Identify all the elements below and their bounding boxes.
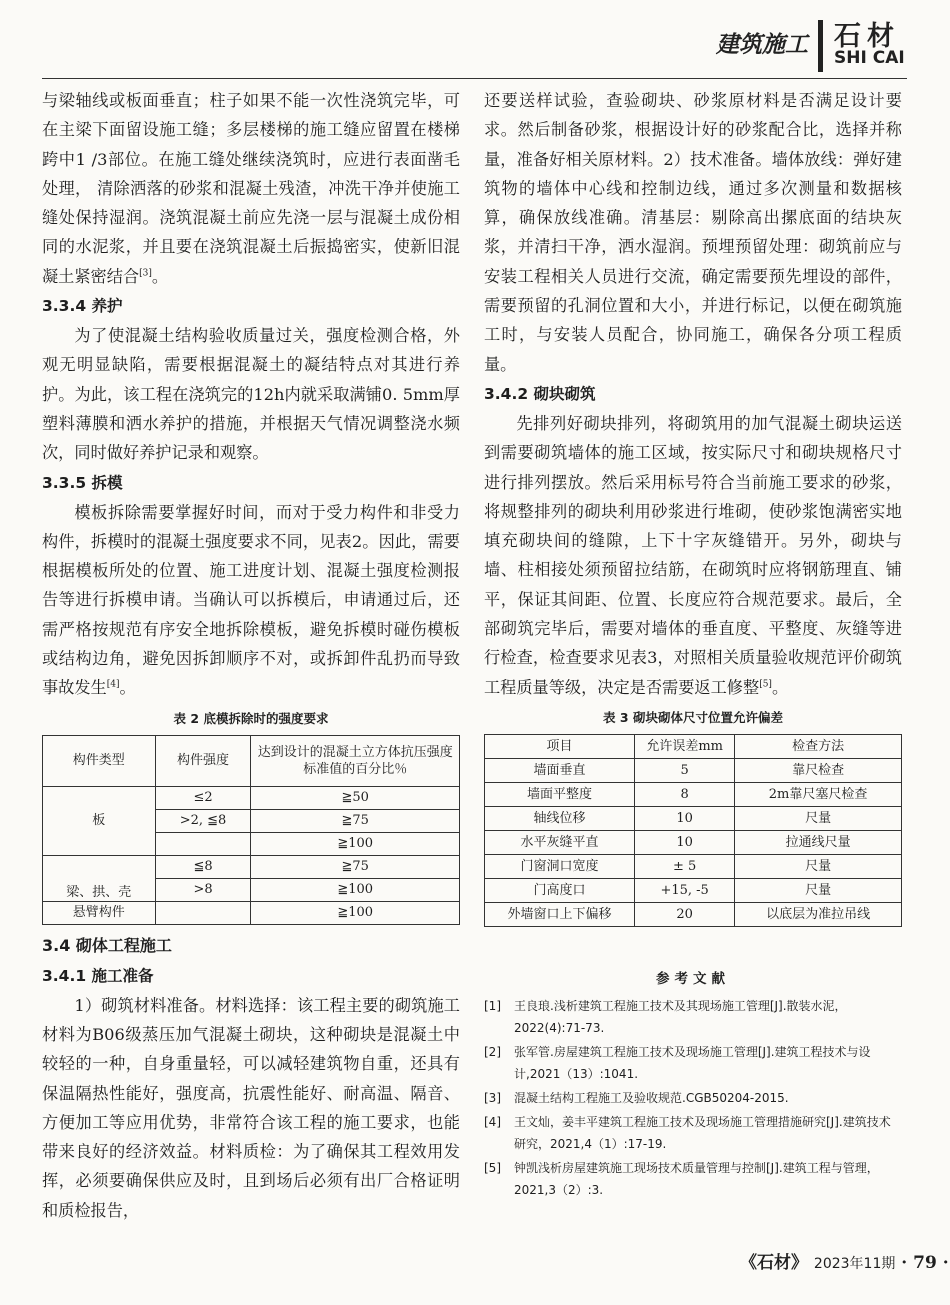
table-cell: 10 xyxy=(635,830,735,854)
table-cell: 墙面平整度 xyxy=(485,782,635,806)
table-cell: 2m靠尺塞尺检查 xyxy=(735,782,902,806)
header-divider xyxy=(818,20,823,72)
table-header: 达到设计的混凝土立方体抗压强度标准值的百分比％ xyxy=(251,735,460,786)
journal-logo-en: SHI CAI xyxy=(834,48,905,68)
page-number: · 79 · xyxy=(901,1253,949,1273)
table-cell: 以底层为准拉吊线 xyxy=(735,902,902,926)
table-cell: 尺量 xyxy=(735,878,902,902)
reference-item: [5] 钟凯浅析房屋建筑施工现场技术质量管理与控制[J].建筑工程与管理，2021,3（2）:3. xyxy=(484,1160,879,1197)
table-cell: >2, ≦8 xyxy=(155,809,251,832)
table-cell: 水平灰缝平直 xyxy=(485,830,635,854)
table-3 xyxy=(484,734,902,927)
table-2 xyxy=(42,735,460,925)
paragraph: 模板拆除需要掌握好时间，而对于受力构件和非受力构件，拆模时的混凝土强度要求不同，见表2。因此，需要根据模板所处的位置、施工进度计划、混凝土强度检测报告等进行拆模申请。当确认可以拆模后，申请通过后，还需严格按规范有序安全地拆除模板，避免拆模时碰伤模板或结构边角，避免因拆卸顺序不对，或拆卸件乱扔而导致事故发生[4]。 xyxy=(42,502,460,698)
table-header: 项目 xyxy=(485,734,635,758)
table-row xyxy=(485,806,902,830)
table-cell xyxy=(155,832,251,855)
table-cell: 8 xyxy=(635,782,735,806)
table-row xyxy=(485,878,902,902)
table-cell: 门窗洞口宽度 xyxy=(485,854,635,878)
table-cell: ≧100 xyxy=(251,901,460,924)
table-header: 检查方法 xyxy=(735,734,902,758)
table-header: 允许误差mm xyxy=(635,734,735,758)
table-header: 构件强度 xyxy=(155,735,251,786)
table-row xyxy=(43,855,460,878)
table-cell: ≧50 xyxy=(251,786,460,809)
left-column xyxy=(42,86,460,1225)
table-cell: >8 xyxy=(155,878,251,901)
header-rule xyxy=(42,78,907,79)
table-cell: 梁、拱、壳 xyxy=(43,855,156,901)
table-cell: 20 xyxy=(635,902,735,926)
section-heading-3-4-1: 3.4.1 施工准备 xyxy=(42,966,154,985)
paragraph: 与梁轴线或板面垂直；柱子如果不能一次性浇筑完毕，可在主梁下面留设施工缝；多层楼梯的施工缝应留置在楼梯跨中1 /3部位。在施工缝处继续浇筑时，应进行表面凿毛处理， 清除洒落的砂浆和混凝土残渣，冲洗干净并使施工缝处保持湿润。浇筑混凝土前应先浇一层与混凝土成份相同的水泥浆，并且要在浇筑混凝土后振捣密实，使新旧混凝土紧密结合[3]。 xyxy=(42,91,460,286)
table-row xyxy=(43,786,460,809)
table-3-caption: 表 3 砌块砌体尺寸位置允许偏差 xyxy=(603,709,783,725)
table-cell: 5 xyxy=(635,758,735,782)
reference-item: [1] 王良琅.浅析建筑工程施工技术及其现场施工管理[J].散装水泥，2022(4):71-73. xyxy=(484,998,847,1035)
section-title: 建筑施工 xyxy=(716,32,808,58)
table-cell: 悬臂构件 xyxy=(43,901,156,924)
table-row xyxy=(485,830,902,854)
table-cell: 拉通线尺量 xyxy=(735,830,902,854)
table-row xyxy=(485,782,902,806)
citation: [4] xyxy=(106,679,120,690)
section-heading-3-4-2: 3.4.2 砌块砌筑 xyxy=(484,384,596,403)
table-cell: 外墙窗口上下偏移 xyxy=(485,902,635,926)
table-cell xyxy=(155,901,251,924)
table-2-caption: 表 2 底模拆除时的强度要求 xyxy=(173,710,329,726)
paragraph: 1）砌筑材料准备。材料选择：该工程主要的砌筑施工材料为B06级蒸压加气混凝土砌块，这种砌块是混凝土中较轻的一种，自身重量轻，可以减轻建筑物自重，还具有保温隔热性能好，强度高，抗震性能好、耐高温、隔音、方便加工等应用优势，非常符合该工程的施工要求，也能带来良好的经济效益。材料质检：为了确保其工程效用发挥，必须要确保供应及时，且到场后必须有出厂合格证明和质检报告， xyxy=(42,995,460,1220)
paragraph: 还要送样试验，查验砌块、砂浆原材料是否满足设计要求。然后制备砂浆，根据设计好的砂浆配合比，选择并称量，准备好相关原材料。2）技术准备。墙体放线：弹好建筑物的墙体中心线和控制边线，通过多次测量和数据核算，确保放线准确。清基层：剔除高出摞底面的结块灰浆，并清扫干净，洒水湿润。预埋预留处理：砌筑前应与安装工程相关人员进行交流，确定需要预先埋设的部件，需要预留的孔洞位置和大小，并进行标记，以便在砌筑施工时，与安装人员配合，协同施工，确保各分项工程质量。 xyxy=(484,91,902,374)
table-cell: ≤2 xyxy=(155,786,251,809)
paragraph: 为了使混凝土结构验收质量过关，强度检测合格，外观无明显缺陷，需要根据混凝土的凝结特点对其进行养护。为此，该工程在浇筑完的12h内就采取满铺0. 5mm厚塑料薄膜和洒水养护的措施，并根据天气情况调整浇水频次，同时做好养护记录和观察。 xyxy=(42,326,460,463)
table-cell: 尺量 xyxy=(735,806,902,830)
table-header: 构件类型 xyxy=(43,735,156,786)
table-cell: ≧75 xyxy=(251,855,460,878)
reference-item: [4] 王文灿，姜丰平建筑工程施工技术及现场施工管理措施研究[J].建筑技术研究，2021,4（1）:17-19. xyxy=(484,1114,891,1151)
reference-item: [2] 张军管.房屋建筑工程施工技术及现场施工管理[J].建筑工程技术与设计,2021（13）:1041. xyxy=(484,1044,871,1081)
table-cell: ≧75 xyxy=(251,809,460,832)
table-cell: ≧100 xyxy=(251,832,460,855)
section-heading-3-4: 3.4 砌体工程施工 xyxy=(42,935,172,955)
reference-item: [3] 混凝土结构工程施工及验收规范.CGB50204-2015. xyxy=(484,1090,789,1105)
table-cell: 轴线位移 xyxy=(485,806,635,830)
table-cell: 10 xyxy=(635,806,735,830)
page-footer xyxy=(740,1248,949,1273)
table-cell: 板 xyxy=(43,786,156,855)
citation: [5] xyxy=(759,679,772,690)
paragraph: 先排列好砌块排列，将砌筑用的加气混凝土砌块运送到需要砌筑墙体的施工区域，按实际尺寸和砌块规格尺寸进行排列摆放。然后采用标号符合当前施工要求的砂浆，将规整排列的砌块利用砂浆进行堆砌，使砂浆饱满密实地填充砌块间的缝隙，上下十字灰缝错开。另外，砌块与墙、柱相接处须预留拉结筋，在砌筑时应将钢筋理直、铺平，保证其间距、位置、长度应符合规范要求。最后，全部砌筑完毕后，需要对墙体的垂直度、平整度、灰缝等进行检查，检查要求见表3，对照相关质量验收规范评价砌筑工程质量等级，决定是否需要返工修整[5]。 xyxy=(484,413,902,697)
section-heading-3-3-5: 3.3.5 拆模 xyxy=(42,473,123,492)
table-cell: 墙面垂直 xyxy=(485,758,635,782)
footer-journal: 《石材》 xyxy=(740,1253,808,1273)
table-cell: ≦8 xyxy=(155,855,251,878)
section-heading-3-3-4: 3.3.4 养护 xyxy=(42,297,123,316)
table-row xyxy=(43,901,460,924)
table-row xyxy=(485,902,902,926)
table-cell: 尺量 xyxy=(735,854,902,878)
table-row xyxy=(485,854,902,878)
table-cell: ≧100 xyxy=(251,878,460,901)
journal-logo-cn: 石材 xyxy=(834,21,900,52)
right-column xyxy=(484,86,902,1203)
citation: [3] xyxy=(139,268,152,279)
table-cell: ± 5 xyxy=(635,854,735,878)
table-cell: +15, -5 xyxy=(635,878,735,902)
table-cell: 门高度口 xyxy=(485,878,635,902)
table-row xyxy=(485,758,902,782)
footer-issue: 2023年11期 xyxy=(813,1256,896,1272)
references-title: 参考文献 xyxy=(656,970,730,987)
table-cell: 靠尺检查 xyxy=(735,758,902,782)
